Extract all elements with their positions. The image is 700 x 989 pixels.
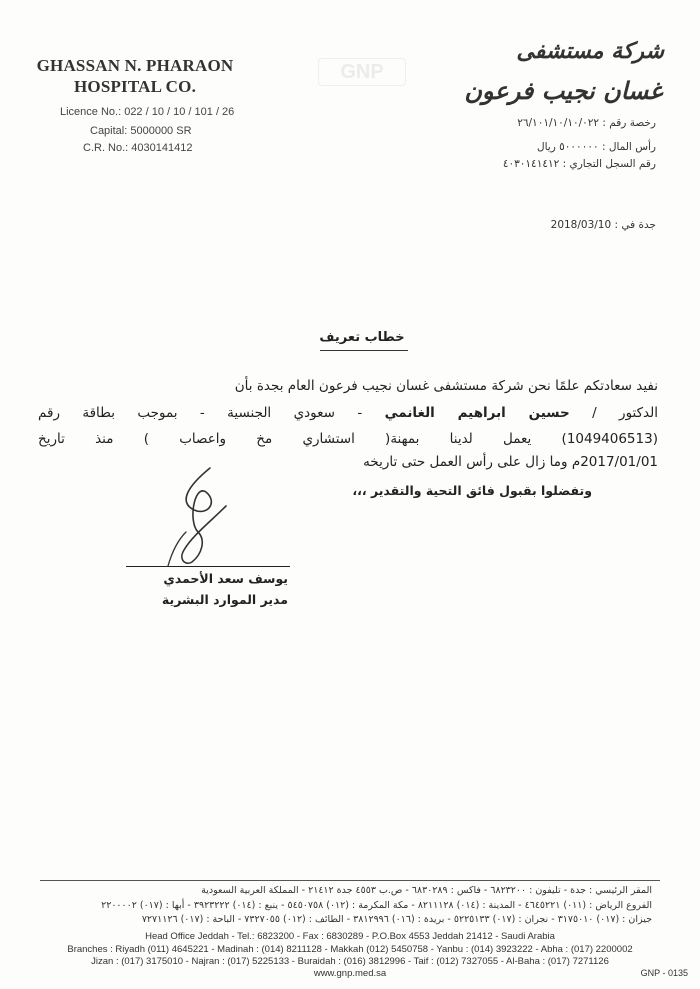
body-line-4: 2017/01/01م وما زال على رأس العمل حتى تاريخه <box>363 454 658 470</box>
capital-en: Capital: 5000000 SR <box>90 125 192 137</box>
footer-ar-head-office: المقر الرئيسي : جدة - تليفون : ٦٨٢٣٢٠٠ - فاكس : ٦٨٣٠٢٨٩ - ص.ب ٤٥٥٣ جدة ٢١٤١٢ - المملكة العربية السعودية <box>201 885 652 896</box>
company-name-en-line2: HOSPITAL CO. <box>73 77 197 96</box>
footer-en-branches: Branches : Riyadh (011) 4645221 - Madinah : (014) 8211128 - Makkah (012) 5450758 - Yanbu : (014) 3923222 - Abha : (017) 2200002 <box>67 944 633 955</box>
licence-number-ar: رخصة رقم : ٢٦/١٠١/١٠/١٠/٠٢٢ <box>517 117 656 129</box>
company-name-ar-line2: غسان نجيب فرعون <box>464 76 662 105</box>
closing-line: وتفضلوا بقبول فائق التحية والتقدير ،،، <box>352 483 592 498</box>
body-line-2 <box>38 405 658 421</box>
letter-title: خطاب تعريف <box>319 330 405 345</box>
capital-ar: رأس المال : ٥٠٠٠٠٠٠ ريال <box>536 141 656 153</box>
body-line-2-prefix: الدكتور / <box>592 405 658 421</box>
body-line-2-suffix: - سعودي الجنسية - بموجب بطاقة رقم <box>38 405 363 421</box>
signatory-title: مدير الموارد البشرية <box>161 592 288 607</box>
form-code: GNP - 0135 <box>640 968 688 978</box>
gnp-watermark-logo: GNP <box>318 58 406 86</box>
handwritten-signature <box>148 462 248 570</box>
footer-website: www.gnp.med.sa <box>313 968 387 979</box>
company-name-en <box>0 55 270 97</box>
signatory-name: يوسف سعد الأحمدي <box>163 571 288 586</box>
company-name-ar-line1: شركة مستشفى <box>516 38 664 64</box>
footer-en-branches-2: Jizan : (017) 3175010 - Najran : (017) 5225133 - Buraidah : (016) 3812996 - Taif : (012) 7327055 - Al-Baha : (017) 7271126 <box>91 956 609 967</box>
body-line-3: (1049406513) يعمل لدينا بمهنة( استشاري مخ واعصاب ) منذ تاريخ <box>38 431 658 447</box>
footer-ar-branches-2: جيزان : (٠١٧) ٣١٧٥٠١٠ - نجران : (٠١٧) ٥٢٢٥١٣٣ - بريدة : (٠١٦) ٣٨١٢٩٩٦ - الطائف : (٠١٢) ٧٣٢٧٠٥٥ - الباحة : (٠١٧) ٧٢٧١١٢٦ <box>141 914 652 925</box>
footer-divider <box>40 880 660 881</box>
footer-en-head-office: Head Office Jeddah - Tel.: 6823200 - Fax : 6830289 - P.O.Box 4553 Jeddah 21412 - Saudi Arabia <box>145 931 555 942</box>
company-name-en-line1: GHASSAN N. PHARAON <box>36 56 234 75</box>
licence-number-en: Licence No.: 022 / 10 / 10 / 101 / 26 <box>60 106 235 118</box>
cr-number-en: C.R. No.: 4030141412 <box>83 142 193 154</box>
employee-name: حسين ابراهيم الغانمي <box>384 405 570 421</box>
body-line-1: نفيد سعادتكم علمًا نحن شركة مستشفى غسان نجيب فرعون العام بجدة بأن <box>234 378 658 394</box>
footer-ar-branches: الفروع الرياض : (٠١١) ٤٦٤٥٢٢١ - المدينة : (٠١٤) ٨٢١١١٢٨ - مكة المكرمة : (٠١٢) ٥٤٥٠٧٥٨ - ينبع : (٠١٤) ٣٩٢٣٢٢٢ - أبها : (٠١٧) ٢٢٠٠٠٠٢ <box>101 900 652 911</box>
signature-line <box>126 566 290 567</box>
title-underline <box>320 350 408 351</box>
cr-number-ar: رقم السجل التجاري : ٤٠٣٠١٤١٤١٢ <box>502 158 656 170</box>
letter-date: جدة في : 2018/03/10 <box>550 219 656 231</box>
